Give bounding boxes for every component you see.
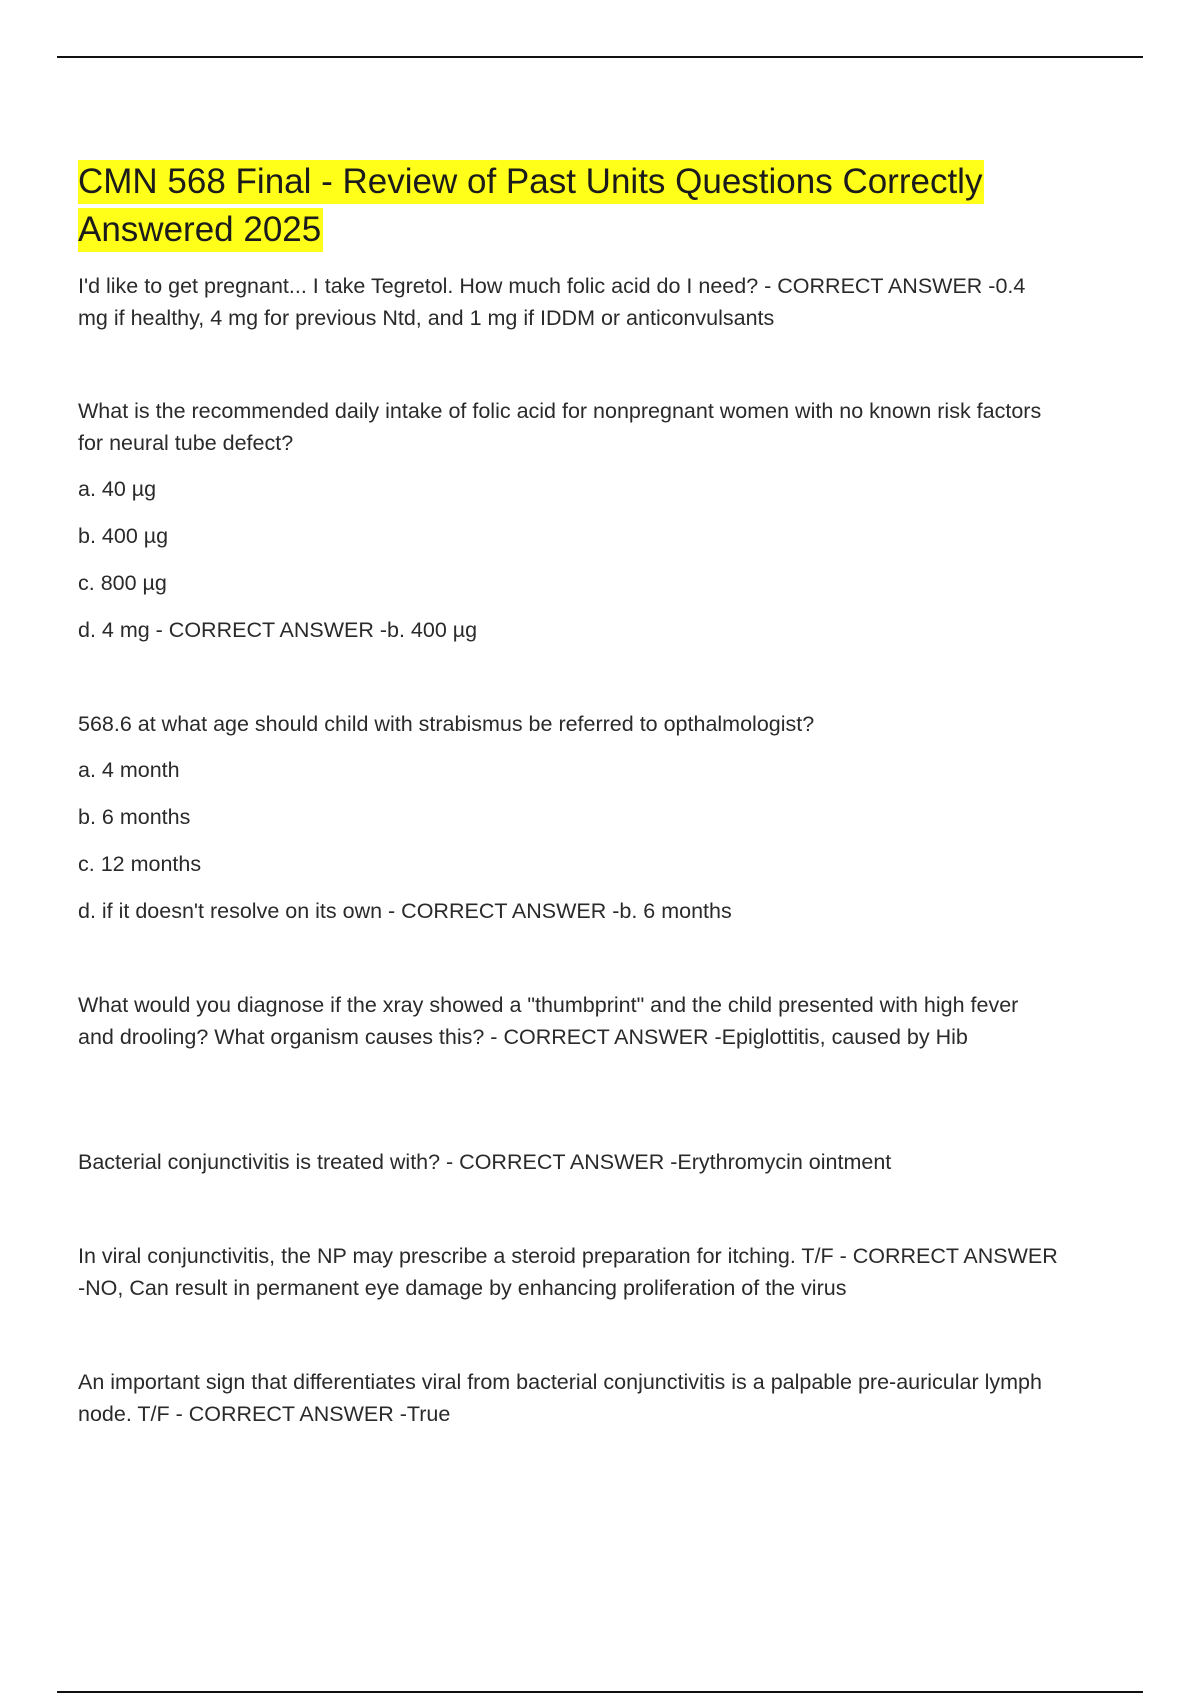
option-b: b. 6 months <box>78 805 191 829</box>
question-text: What is the recommended daily intake of folic acid for nonpregnant women with no known risk factors for neural tube defect? <box>78 399 1042 455</box>
question-text: 568.6 at what age should child with strabismus be referred to opthalmologist? <box>78 712 815 736</box>
question-text: Bacterial conjunctivitis is treated with? - CORRECT ANSWER -Erythromycin ointment <box>78 1150 892 1174</box>
qa-block-folic-acid-tegretol <box>78 270 1058 334</box>
top-rule <box>57 56 1143 58</box>
question-text: An important sign that differentiates viral from bacterial conjunctivitis is a palpable pre-auricular lymph node. T/F - CORRECT ANSWER -True <box>78 1370 1042 1426</box>
option-a: a. 40 µg <box>78 477 157 501</box>
answer-options <box>78 754 1058 927</box>
answer-options <box>78 473 1058 646</box>
qa-block-preauricular-lymph-node <box>78 1366 1058 1430</box>
qa-block-folic-acid-intake <box>78 395 1058 646</box>
option-c: c. 800 µg <box>78 571 167 595</box>
option-d: d. 4 mg - CORRECT ANSWER -b. 400 µg <box>78 618 478 642</box>
question-text: In viral conjunctivitis, the NP may prescribe a steroid preparation for itching. T/F - CORRECT ANSWER -NO, Can result in permanent eye damage by enhancing proliferation of the virus <box>78 1244 1058 1300</box>
option-a: a. 4 month <box>78 758 180 782</box>
title-line-1: CMN 568 Final - Review of Past Units Questions Correctly <box>78 160 984 204</box>
option-b: b. 400 µg <box>78 524 169 548</box>
qa-block-bacterial-conjunctivitis <box>78 1146 1058 1178</box>
qa-block-strabismus <box>78 708 1058 927</box>
qa-block-viral-conjunctivitis-steroid <box>78 1240 1058 1304</box>
page-title <box>78 158 1078 254</box>
title-line-2: Answered 2025 <box>78 208 323 252</box>
qa-block-epiglottitis <box>78 989 1058 1053</box>
question-text: I'd like to get pregnant... I take Tegretol. How much folic acid do I need? - CORRECT ANSWER -0.4 mg if healthy, 4 mg for previous Ntd, and 1 mg if IDDM or anticonvulsants <box>78 274 1026 330</box>
question-text: What would you diagnose if the xray showed a "thumbprint" and the child presented with high fever and drooling? What organism causes this? - CORRECT ANSWER -Epiglottitis, caused by Hib <box>78 993 1019 1049</box>
bottom-rule <box>57 1691 1143 1693</box>
option-c: c. 12 months <box>78 852 202 876</box>
option-d: d. if it doesn't resolve on its own - CORRECT ANSWER -b. 6 months <box>78 899 732 923</box>
